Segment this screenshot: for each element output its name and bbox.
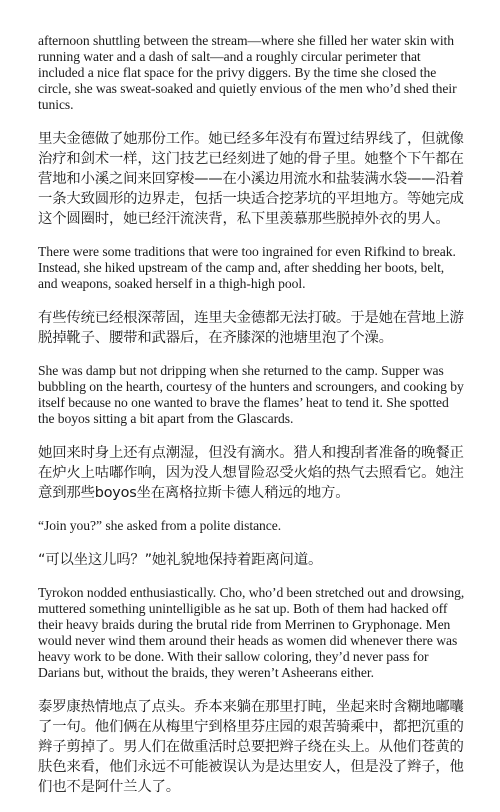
paragraph-english-4: “Join you?” she asked from a polite distance. [38,518,282,533]
paragraph-chinese-1: 里夫金德做了她那份工作。她已经多年没有布置过结界线了，但就像治疗和剑术一样，这门技艺已经刻进了她的骨子里。她整个下午都在营地和小溪之间来回穿梭——在小溪边用流水和盐装满水袋——沿着一条大致圆形的边界走，包括一块适合挖茅坑的平坦地方。等她完成这个圆圈时，她已经汗流浃背，私下里羡慕那些脱掉外衣的男人。 [38,131,464,227]
paragraph-english-1: afternoon shuttling between the stream—where she filled her water skin with running water and a dash of salt—and a roughly circular perimeter that included a nice flat space for the privy diggers. By the time she closed the circle, she was sweat-soaked and quietly envious of the men who’d shed their tunics. [38,33,457,112]
paragraph-english-3: She was damp but not dripping when she returned to the camp. Supper was bubbling on the hearth, courtesy of the hunters and scroungers, and cooking by itself because no one wanted to brave the flames’ heat to tend it. She spotted the boyos sitting a bit apart from the Glascards. [38,363,464,426]
paragraph-chinese-2: 有些传统已经根深蒂固，连里夫金德都无法打破。于是她在营地上游脱掉靴子、腰带和武器后，在齐膝深的池塘里泡了个澡。 [38,310,464,346]
paragraph-chinese-5: 泰罗康热情地点了点头。乔本来躺在那里打盹，坐起来时含糊地嘟囔了一句。他们俩在从梅里宁到格里芬庄园的艰苦骑乘中，都把沉重的辫子剪掉了。男人们在做重活时总要把辫子绕在头上。从他们苍黄的肤色来看，他们永远不可能被误认为是达里安人，但是没了辫子，他们也不是阿什兰人了。 [38,699,464,795]
paragraph-chinese-4: “可以坐这儿吗？”她礼貌地保持着距离问道。 [38,552,323,568]
document-page [38,33,466,812]
paragraph-english-5: Tyrokon nodded enthusiastically. Cho, who’d been stretched out and drowsing, muttered something unintelligible as he sat up. Both of them had hacked off their heavy braids during the brutal ride from Merrinen to Gryphonage. Men would never wind them around their heads as women did whenever there was heavy work to be done. With their sallow coloring, they’d never pass for Darians but, without the braids, they weren’t Asheerans either. [38,585,465,680]
paragraph-chinese-3: 她回来时身上还有点潮湿，但没有滴水。猎人和搜刮者准备的晚餐正在炉火上咕嘟作响，因为没人想冒险忍受火焰的热气去照看它。她注意到那些boyos坐在离格拉斯卡德人稍远的地方。 [38,445,464,501]
paragraph-english-2: There were some traditions that were too ingrained for even Rifkind to break. Instead, she hiked upstream of the camp and, after shedding her boots, belt, and weapons, soaked herself in a thigh-high pool. [38,244,456,291]
